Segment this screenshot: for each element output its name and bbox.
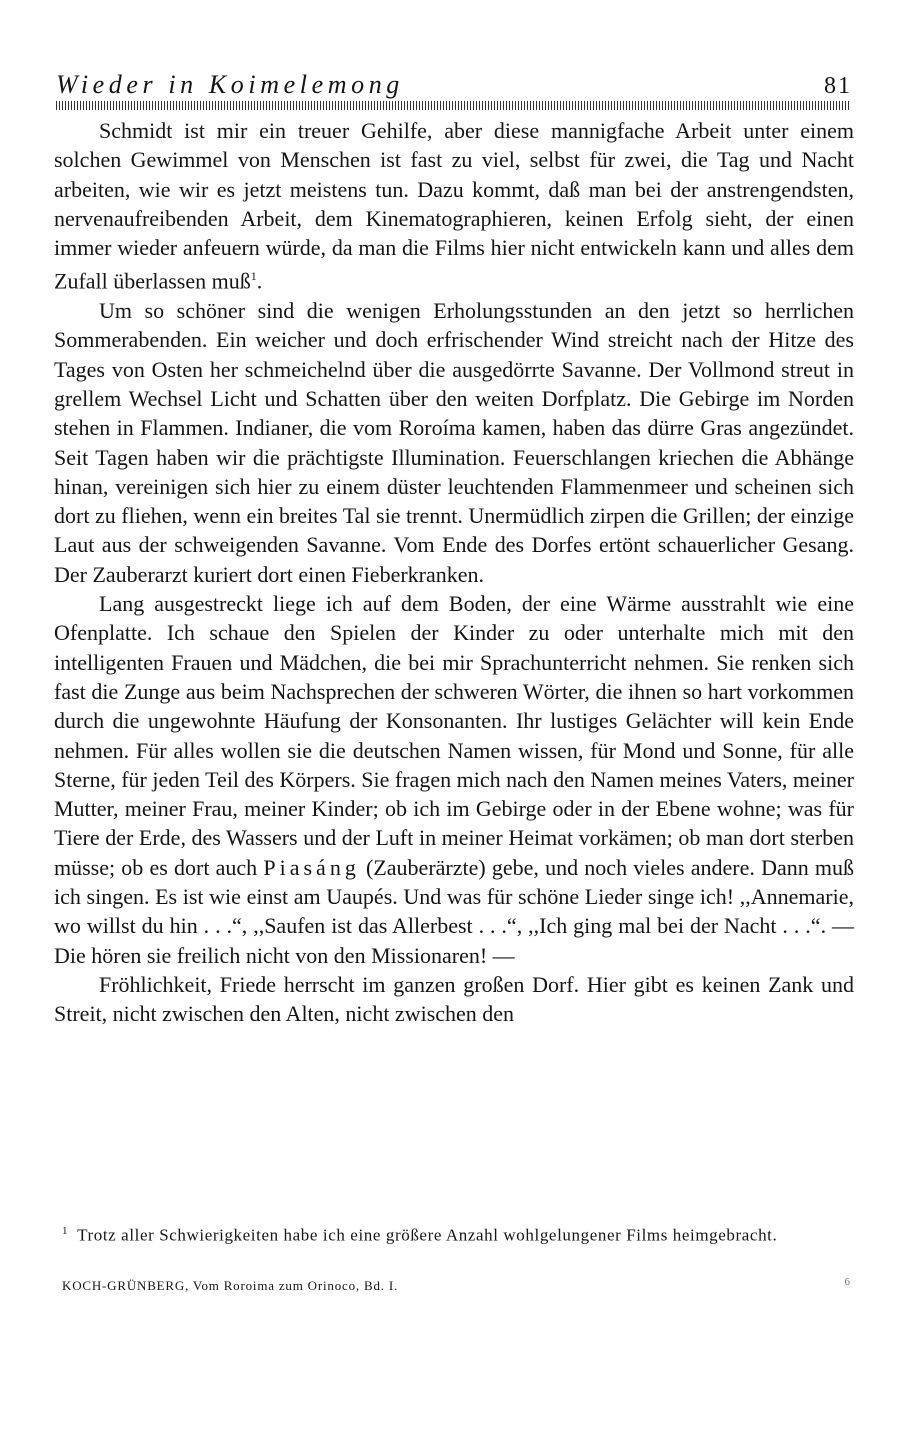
- footnote-text: Trotz aller Schwierigkeiten habe ich eine größere Anzahl wohlgelungener Films heimgebracht.: [77, 1225, 778, 1245]
- running-head: [56, 70, 856, 104]
- footnote-marker: 1: [62, 1225, 69, 1237]
- page-number: 81: [824, 73, 852, 99]
- footnote-reference: 1: [250, 269, 257, 284]
- paragraph: Um so schöner sind die wenigen Erholungsstunden an den jetzt so herrlichen Sommerabenden. Ein weicher und doch erfrischender Wind streicht nach der Hitze des Tages von Osten her schmeichelnd über die ausgedörrte Savanne. Der Vollmond streut in grellem Wechsel Licht und Schatten über den weiten Dorfplatz. Die Gebirge im Norden stehen in Flammen. Indianer, die vom Roroíma kamen, haben das dürre Gras angezündet. Seit Tagen haben wir die prächtigste Illumination. Feuerschlangen kriechen die Abhänge hinan, vereinigen sich hier zu einem düster leuchtenden Flammenmeer und scheinen sich dort zu fliehen, wenn ein breites Tal sie trennt. Unermüdlich zirpen die Grillen; der einzige Laut aus der schweigenden Savanne. Vom Ende des Dorfes ertönt schauerlicher Gesang. Der Zauberarzt kuriert dort einen Fieberkranken.: [54, 298, 854, 587]
- running-title: Wieder in Koimelemong: [56, 70, 404, 99]
- signature-mark: 6: [844, 1276, 850, 1288]
- body-text: [54, 116, 854, 1029]
- paragraph: Fröhlichkeit, Friede herrscht im ganzen großen Dorf. Hier gibt es keinen Zank und Streit, nicht zwischen den Alten, nicht zwischen den: [54, 971, 854, 1027]
- paragraph: [54, 589, 854, 970]
- spaced-term: Piasáng: [263, 854, 360, 880]
- ornamental-rule: [56, 101, 850, 110]
- printer-signature: KOCH-GRÜNBERG, Vom Roroima zum Orinoco, Bd. I.: [62, 1278, 399, 1293]
- paragraph-text: Schmidt ist mir ein treuer Gehilfe, aber diese mannigfache Arbeit unter einem solchen Gewimmel von Menschen ist fast zu viel, selbst für zwei, die Tag und Nacht arbeiten, wie wir es jetzt meistens tun. Dazu kommt, daß man bei der anstrengendsten, nervenaufreibenden Arbeit, dem Kinematographieren, keinen Erfolg sieht, der einen immer wieder anfeuern würde, da man die Films hier nicht entwickeln kann und alles dem Zufall überlassen muß: [54, 118, 854, 294]
- footnote: [62, 1218, 852, 1249]
- paragraph: [54, 116, 854, 296]
- paragraph-text-end: .: [256, 268, 263, 294]
- paragraph-text: (Zauberärzte) gebe, und noch vieles andere. Dann muß ich singen. Es ist wie einst am Uaupés. Und was für schöne Lieder singe ich! ,,Annemarie, wo willst du hin . . .“, ,,Saufen ist das Allerbest . . .“, ,,Ich ging mal bei der Nacht . . .“. — Die hören sie freilich nicht von den Missionaren! —: [54, 854, 855, 968]
- paragraph-text: Lang ausgestreckt liege ich auf dem Boden, der eine Wärme ausstrahlt wie eine Ofenplatte. Ich schaue den Spielen der Kinder zu oder unterhalte mich mit den intelligenten Frauen und Mädchen, die bei mir Sprachunterricht nehmen. Sie renken sich fast die Zunge aus beim Nachsprechen der schweren Wörter, die ihnen so hart vorkommen durch die ungewohnte Häufung der Konsonanten. Ihr lustiges Gelächter will kein Ende nehmen. Für alles wollen sie die deutschen Namen wissen, für Mond und Sonne, für alle Sterne, für jeden Teil des Körpers. Sie fragen mich nach den Namen meines Vaters, meiner Mutter, meiner Frau, meiner Kinder; ob ich im Gebirge oder in der Ebene wohne; was für Tiere der Erde, des Wassers und der Luft in meiner Heimat vorkämen; ob man dort sterben müsse; ob es dort auch: [54, 591, 854, 880]
